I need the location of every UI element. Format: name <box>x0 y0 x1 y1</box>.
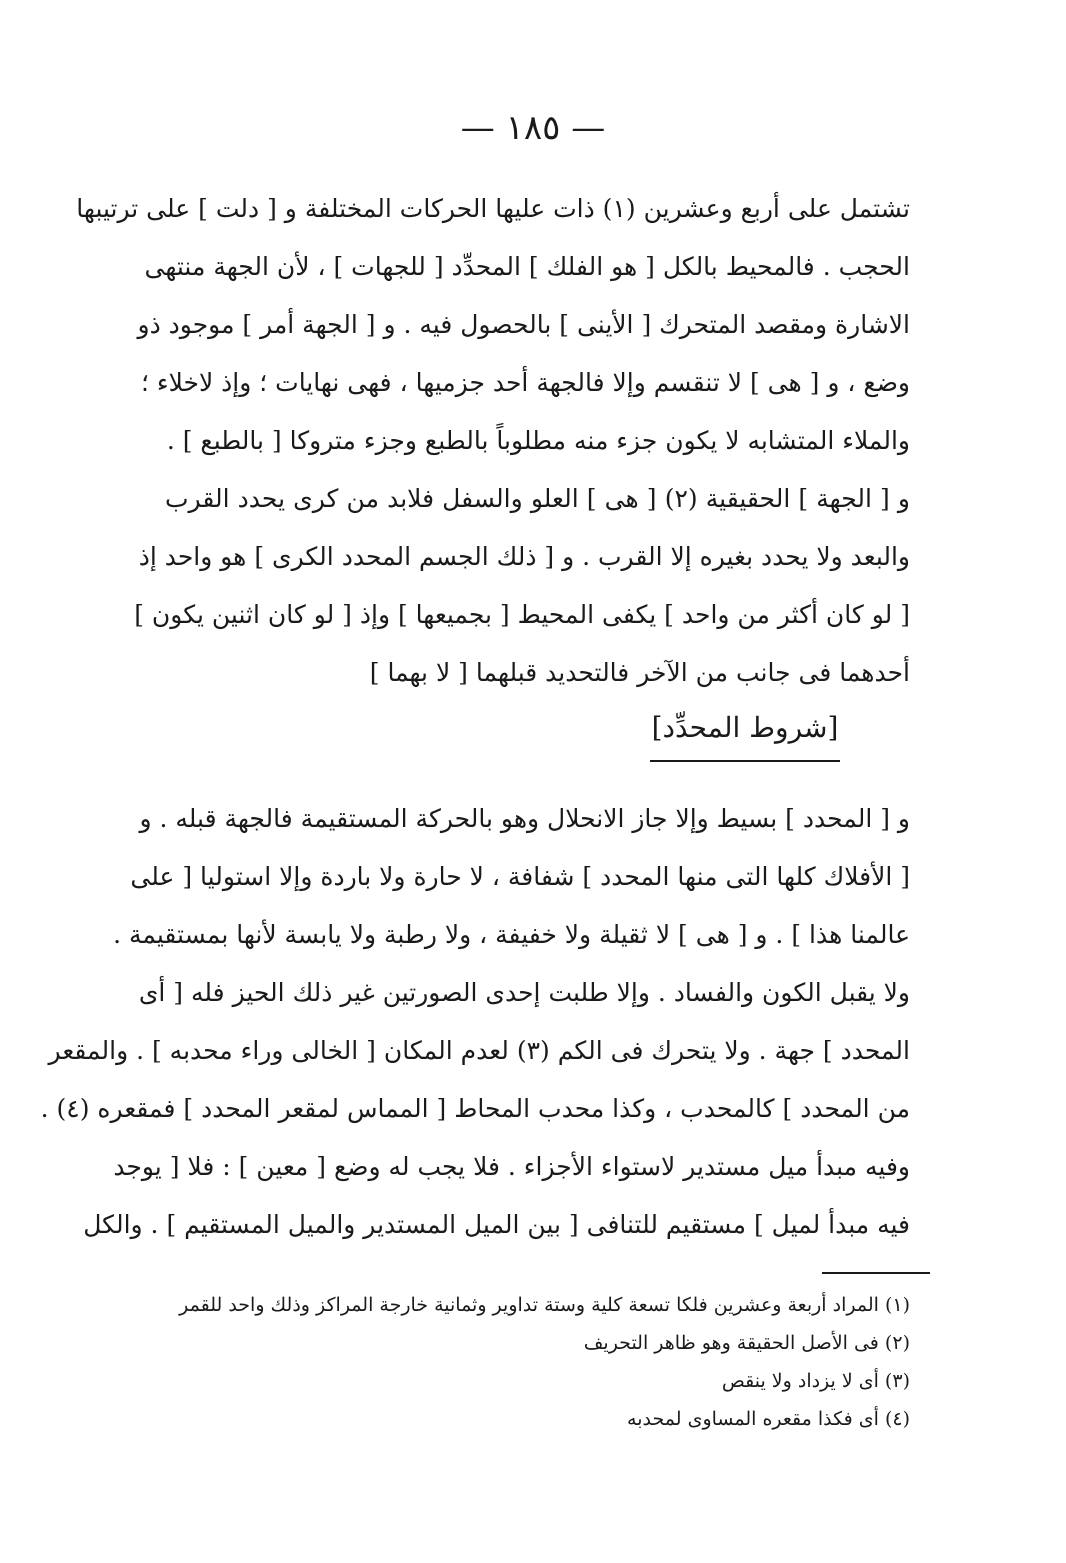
text-line: و [ المحدد ] بسيط وإلا جاز الانحلال وهو بالحركة المستقيمة فالجهة قبله . و <box>139 804 910 833</box>
text-line: [ الأفلاك كلها التى منها المحدد ] شفافة ، لا حارة ولا باردة وإلا استوليا [ على <box>130 862 910 891</box>
text-line: الحجب . فالمحيط بالكل [ هو الفلك ] المحدِّد [ للجهات ] ، لأن الجهة منتهى <box>144 252 910 281</box>
footnote: (٣) أى لا يزداد ولا ينقص <box>721 1370 910 1392</box>
page-number: — ١٨٥ — <box>460 108 606 148</box>
paragraph-3 <box>40 790 910 1254</box>
paragraph-2 <box>134 470 910 702</box>
text-line: أحدهما فى جانب من الآخر فالتحديد قبلهما [ لا بهما ] <box>369 658 910 687</box>
text-line: وفيه مبدأ ميل مستدير لاستواء الأجزاء . فلا يجب له وضع [ معين ] : فلا [ يوجد <box>113 1152 910 1181</box>
text-line: وضع ، و [ هى ] لا تنقسم وإلا فالجهة أحد جزميها ، فهى نهايات ؛ وإذ لاخلاء ؛ <box>140 368 910 397</box>
text-line: و [ الجهة ] الحقيقية (٢) [ هى ] العلو والسفل فلابد من كرى يحدد القرب <box>165 484 910 513</box>
text-line: الاشارة ومقصد المتحرك [ الأينى ] بالحصول فيه . و [ الجهة أمر ] موجود ذو <box>137 310 910 339</box>
footnotes <box>165 1286 910 1438</box>
text-line: والملاء المتشابه لا يكون جزء منه مطلوباً بالطبع وجزء متروكا [ بالطبع ] . <box>166 426 910 455</box>
footnote: (٤) أى فكذا مقعره المساوى لمحدبه <box>627 1408 910 1430</box>
text-line: فيه مبدأ لميل ] مستقيم للتنافى [ بين الميل المستدير والميل المستقيم ] . والكل <box>83 1210 910 1239</box>
section-heading: [شروط المحدِّد] <box>650 700 840 762</box>
text-line: ولا يقبل الكون والفساد . وإلا طلبت إحدى الصورتين غير ذلك الحيز فله [ أى <box>138 978 910 1007</box>
text-line: والبعد ولا يحدد بغيره إلا القرب . و [ ذلك الجسم المحدد الكرى ] هو واحد إذ <box>138 542 910 571</box>
text-line: المحدد ] جهة . ولا يتحرك فى الكم (٣) لعدم المكان [ الخالى وراء محدبه ] . والمقعر <box>48 1036 910 1065</box>
text-line: [ لو كان أكثر من واحد ] يكفى المحيط [ بجميعها ] وإذ [ لو كان اثنين يكون ] <box>134 600 910 629</box>
paragraph-1 <box>76 180 910 470</box>
footnote-divider <box>822 1272 930 1274</box>
text-line: من المحدد ] كالمحدب ، وكذا محدب المحاط [ المماس لمقعر المحدد ] فمقعره (٤) . <box>40 1094 910 1123</box>
text-line: عالمنا هذا ] . و [ هى ] لا ثقيلة ولا خفيفة ، ولا رطبة ولا يابسة لأنها بمستقيمة . <box>113 920 910 949</box>
footnote: (٢) فى الأصل الحقيقة وهو ظاهر التحريف <box>583 1332 910 1354</box>
footnote: (١) المراد أربعة وعشرين فلكا تسعة كلية وستة تداوير وثمانية خارجة المراكز وذلك واحد للقمر <box>179 1294 910 1316</box>
text-line: تشتمل على أربع وعشرين (١) ذات عليها الحركات المختلفة و [ دلت ] على ترتيبها <box>76 194 910 223</box>
